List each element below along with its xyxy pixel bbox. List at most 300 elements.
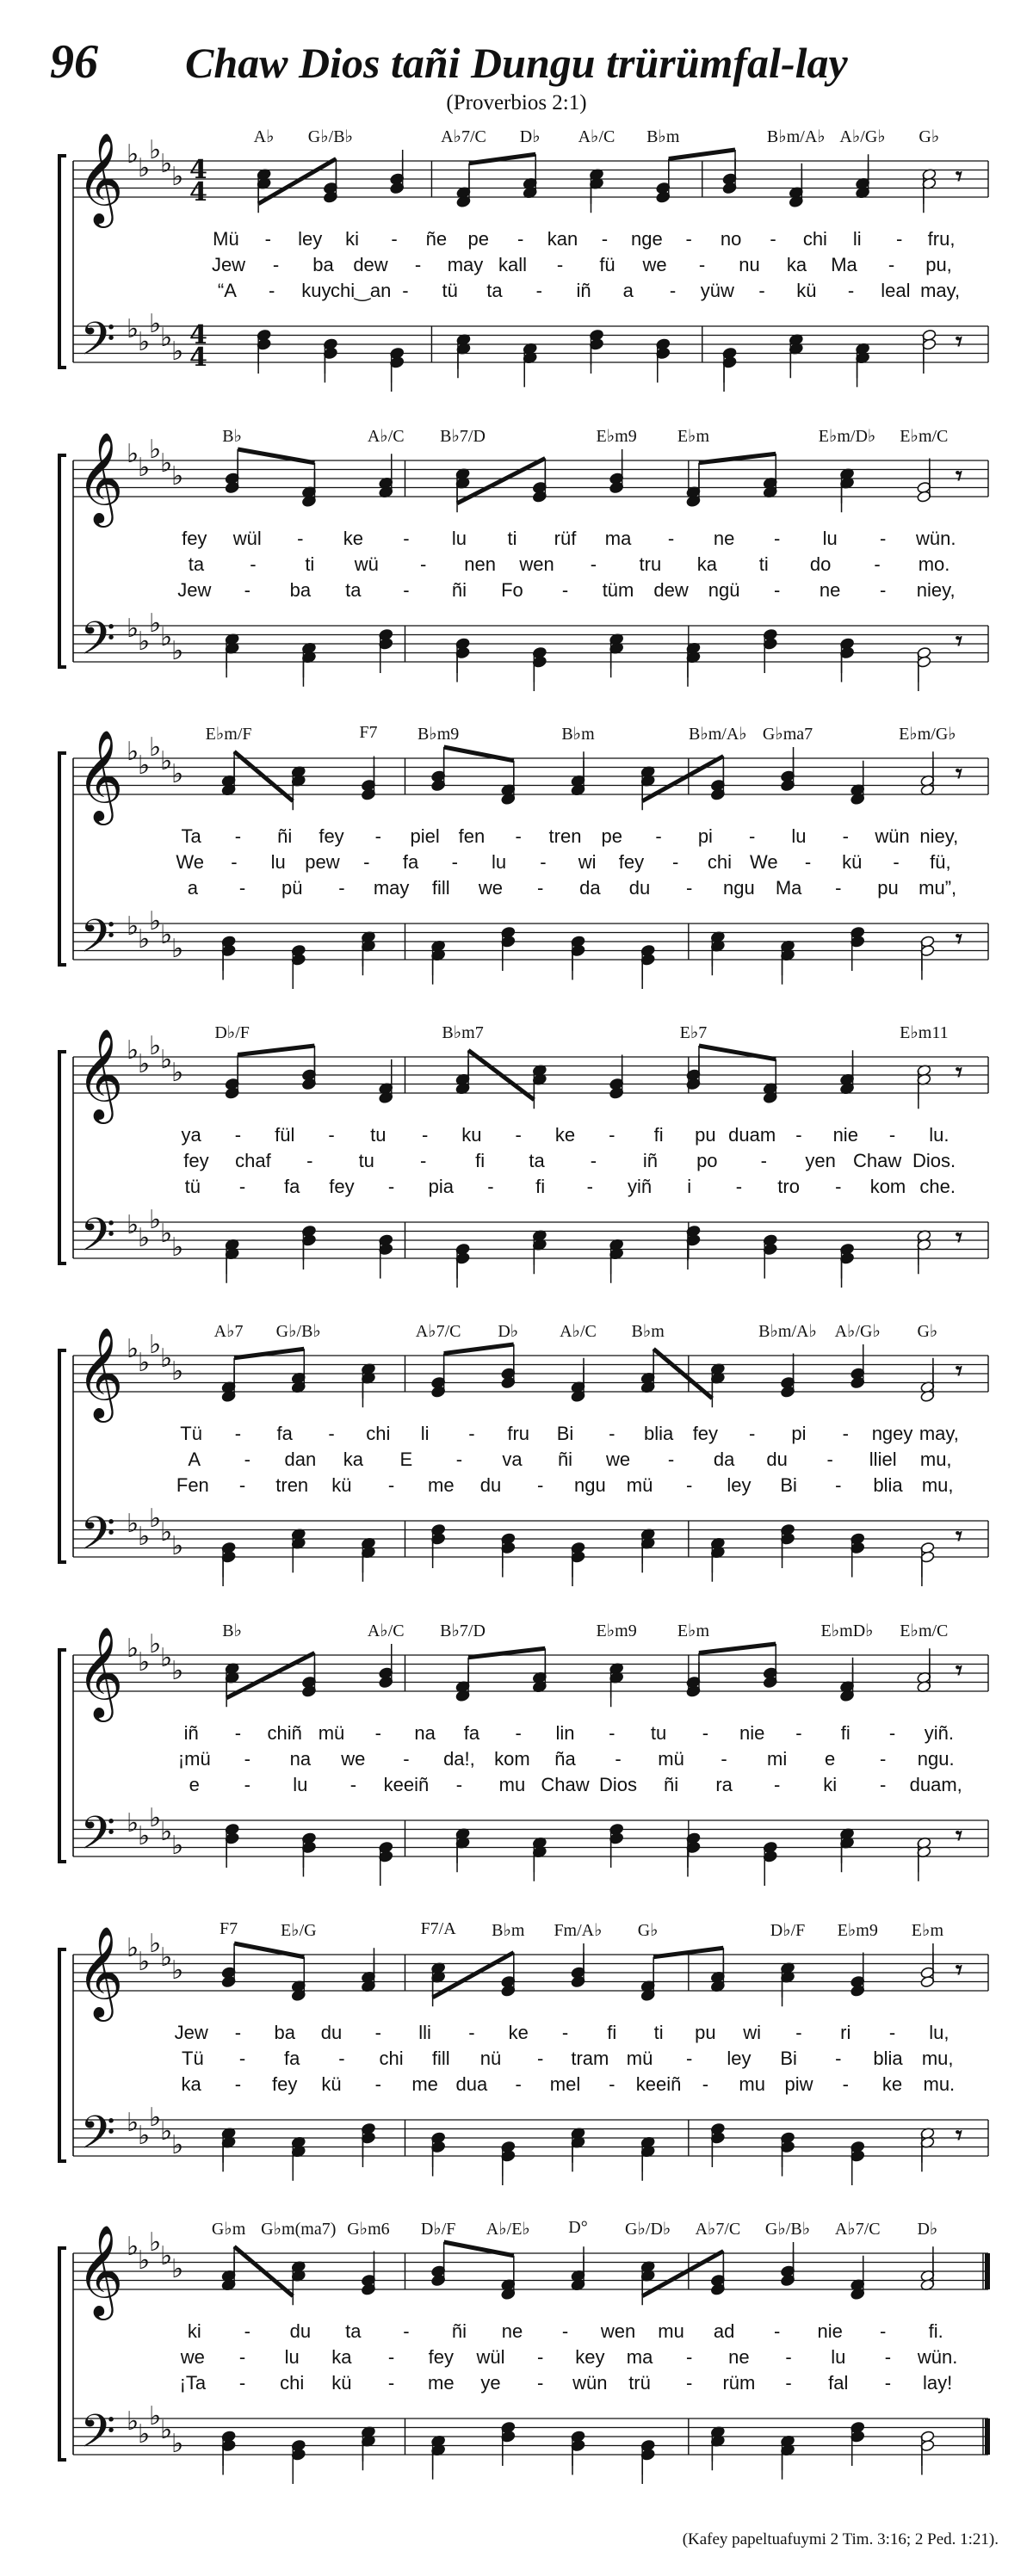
lyric-syllable: tüm xyxy=(602,579,634,601)
lyric-syllable: wü xyxy=(354,553,379,575)
lyric-syllable: - xyxy=(391,228,398,250)
lyric-syllable: ku xyxy=(461,1124,482,1146)
lyric-syllable: - xyxy=(880,2320,887,2342)
eighth-rest-icon: 𝄾 xyxy=(956,327,962,357)
chord-symbol: Fm/A♭ xyxy=(554,1921,603,1940)
flat-icon: ♭ xyxy=(171,336,184,367)
chord-symbol: E♭m9 xyxy=(837,1921,878,1940)
flat-icon: ♭ xyxy=(138,1347,151,1378)
lyric-syllable: - xyxy=(487,1176,494,1197)
lyric-syllable: iñ xyxy=(183,1722,199,1744)
lyric-syllable: Bi xyxy=(780,2048,797,2069)
treble-clef-icon: 𝄞 xyxy=(77,1925,124,2017)
bass-note xyxy=(431,2140,446,2176)
bass-note xyxy=(851,2431,865,2466)
lyric-syllable: - xyxy=(702,2073,709,2095)
flat-icon: ♭ xyxy=(138,1646,151,1677)
lyric-syllable: chiñ xyxy=(267,1722,302,1744)
lyric-syllable: ley xyxy=(298,228,323,250)
flat-icon: ♭ xyxy=(160,745,173,776)
lyric-syllable: ka xyxy=(343,1449,363,1470)
lyric-syllable: du xyxy=(289,2320,312,2342)
lyric-syllable: fi. xyxy=(928,2320,943,2342)
lyric-syllable: - xyxy=(455,1774,463,1795)
lyric-syllable: - xyxy=(515,1124,522,1146)
lyric-syllable: - xyxy=(536,1474,544,1496)
lyric-syllable: kü xyxy=(321,2073,342,2095)
lyric-syllable: - xyxy=(328,1124,335,1146)
lyric-syllable: tü xyxy=(184,1176,201,1197)
flat-icon: ♭ xyxy=(127,1807,139,1838)
lyric-syllable: ka xyxy=(181,2073,201,2095)
bass-clef-icon: 𝄢 xyxy=(80,911,116,974)
chord-symbol: A♭/G♭ xyxy=(839,127,886,146)
lyric-syllable: ley xyxy=(727,1474,752,1496)
lyric-syllable: - xyxy=(238,2346,246,2368)
lyric-syllable: - xyxy=(403,2320,410,2342)
time-signature-bottom: 4 xyxy=(189,176,207,207)
bass-note xyxy=(571,944,585,979)
bass-note xyxy=(301,1234,316,1269)
lyric-syllable: ke xyxy=(343,528,363,549)
bass-note xyxy=(640,2449,655,2484)
lyric-syllable: keeiñ xyxy=(383,1774,430,1795)
lyric-syllable: - xyxy=(895,228,903,250)
bass-note xyxy=(589,338,603,374)
lyric-syllable: - xyxy=(536,2048,544,2069)
chord-symbol: E♭7 xyxy=(679,1023,708,1042)
bass-note xyxy=(840,646,855,682)
lyric-syllable: Bi xyxy=(780,1474,797,1496)
lyric-syllable: - xyxy=(238,2372,246,2394)
lyric-syllable: lu xyxy=(831,2346,846,2368)
lyric-syllable: - xyxy=(244,579,251,601)
staff-lines xyxy=(0,2215,1033,2511)
lyric-syllable: Bi xyxy=(556,1423,574,1444)
lyric-syllable: trü xyxy=(628,2372,651,2394)
lyric-syllable: - xyxy=(842,1423,849,1444)
lyric-syllable: tren xyxy=(275,1474,309,1496)
lyric-syllable: - xyxy=(306,1150,313,1171)
flat-icon: ♭ xyxy=(160,1942,173,1973)
lyric-syllable: ti xyxy=(305,553,315,575)
flat-icon: ♭ xyxy=(149,1628,162,1659)
flat-icon: ♭ xyxy=(127,1634,139,1664)
lyric-syllable: fey xyxy=(618,851,645,873)
lyric-syllable: - xyxy=(297,528,304,549)
flat-icon: ♭ xyxy=(138,2121,151,2152)
lyric-syllable: tram xyxy=(571,2048,609,2069)
flat-icon: ♭ xyxy=(171,759,184,790)
lyric-syllable: - xyxy=(244,1449,251,1470)
flat-icon: ♭ xyxy=(127,1209,139,1240)
lyric-syllable: - xyxy=(387,1474,395,1496)
lyric-syllable: ki xyxy=(345,228,360,250)
lyric-syllable: me xyxy=(411,2073,438,2095)
lyric-syllable: pia xyxy=(428,1176,454,1197)
bass-note xyxy=(763,638,777,673)
flat-icon: ♭ xyxy=(171,1232,184,1263)
lyric-syllable: nie xyxy=(817,2320,843,2342)
bass-note xyxy=(501,2150,516,2185)
lyric-syllable: ñi xyxy=(664,1774,679,1795)
hymn-number: 96 xyxy=(50,35,98,89)
bass-note xyxy=(225,642,239,677)
lyric-syllable: - xyxy=(338,877,345,899)
lyric-syllable: fa xyxy=(276,1423,293,1444)
chord-symbol: B♭ xyxy=(222,427,243,446)
lyric-syllable: ngey xyxy=(871,1423,913,1444)
flat-icon: ♭ xyxy=(171,1058,184,1089)
flat-icon: ♭ xyxy=(160,1642,173,1673)
lyric-syllable: mu, xyxy=(921,2048,954,2069)
lyric-syllable: wül xyxy=(232,528,262,549)
treble-note xyxy=(257,177,271,213)
lyric-syllable: ya xyxy=(181,1124,201,1146)
lyric-syllable: ñi xyxy=(277,825,293,847)
lyric-syllable: wen xyxy=(519,553,554,575)
lyric-syllable: ka xyxy=(696,553,717,575)
treble-clef-icon: 𝄞 xyxy=(77,1626,124,1718)
flat-icon: ♭ xyxy=(171,2254,184,2285)
chord-symbol: B♭m xyxy=(631,1322,665,1341)
flat-icon: ♭ xyxy=(138,452,151,483)
lyric-syllable: ba xyxy=(274,2022,295,2043)
chord-symbol: D° xyxy=(568,2218,588,2237)
lyric-syllable: lu xyxy=(284,2346,300,2368)
lyric-syllable: ta xyxy=(345,579,362,601)
lyric-syllable: lu xyxy=(451,528,467,549)
lyric-syllable: - xyxy=(231,851,238,873)
bass-note xyxy=(851,1541,865,1577)
time-signature xyxy=(189,320,207,373)
bass-note xyxy=(225,1247,239,1282)
chord-symbol: G♭/B♭ xyxy=(307,127,354,146)
lyric-syllable: Jew xyxy=(177,579,212,601)
lyric-syllable: wül xyxy=(476,2346,505,2368)
lyric-syllable: ma xyxy=(626,2346,653,2368)
flat-icon: ♭ xyxy=(160,148,173,179)
lyric-syllable: lu xyxy=(492,851,507,873)
chord-symbol: A♭7/C xyxy=(415,1322,461,1341)
lyric-syllable: - xyxy=(795,1722,802,1744)
lyric-syllable: pu, xyxy=(925,254,952,275)
bass-note xyxy=(571,2136,585,2171)
lyric-syllable: fa xyxy=(284,2048,300,2069)
flat-icon: ♭ xyxy=(127,1508,139,1539)
music-system xyxy=(0,2215,1033,2511)
lyric-syllable: fill xyxy=(431,2048,450,2069)
lyric-syllable: - xyxy=(686,2048,693,2069)
treble-note xyxy=(431,1971,446,2006)
lyric-syllable: - xyxy=(884,2372,892,2394)
lyric-syllable: chaf xyxy=(235,1150,271,1171)
flat-icon: ♭ xyxy=(171,635,184,666)
lyric-syllable: - xyxy=(804,851,812,873)
scripture-reference: (Proverbios 2:1) xyxy=(446,91,587,114)
bass-note xyxy=(523,351,537,386)
lyric-syllable: wün. xyxy=(917,2346,958,2368)
lyric-syllable: - xyxy=(244,1748,251,1770)
lyric-syllable: Chaw xyxy=(541,1774,590,1795)
bass-note xyxy=(361,2132,375,2167)
flat-icon: ♭ xyxy=(149,2227,162,2258)
bass-note xyxy=(851,2150,865,2185)
flat-icon: ♭ xyxy=(149,309,162,340)
lyric-syllable: tro xyxy=(777,1176,800,1197)
chord-symbol: E♭m9 xyxy=(596,1622,637,1640)
flat-icon: ♭ xyxy=(149,2401,162,2432)
chord-symbol: E♭m11 xyxy=(900,1023,949,1042)
lyric-syllable: pü xyxy=(281,877,303,899)
bass-note xyxy=(257,338,271,374)
lyric-syllable: kom xyxy=(869,1176,906,1197)
lyric-syllable: ba xyxy=(312,254,334,275)
chord-symbol: A♭/C xyxy=(367,427,405,446)
bass-note xyxy=(431,1533,446,1568)
flat-icon: ♭ xyxy=(160,622,173,652)
lyric-syllable: we xyxy=(180,2346,205,2368)
lyric-syllable: - xyxy=(880,528,887,549)
bass-clef-icon: 𝄢 xyxy=(80,1209,116,1273)
lyric-syllable: - xyxy=(455,1449,463,1470)
lyric-syllable: lu xyxy=(270,851,286,873)
lyric-syllable: - xyxy=(835,2048,842,2069)
eighth-rest-icon: 𝄾 xyxy=(956,759,962,789)
lyric-syllable: - xyxy=(238,1474,246,1496)
lyric-syllable: fi xyxy=(475,1150,486,1171)
eighth-rest-icon: 𝄾 xyxy=(956,924,962,954)
bass-note xyxy=(379,1243,393,1278)
lyric-syllable: ne xyxy=(819,579,841,601)
lyric-syllable: Dios xyxy=(599,1774,638,1795)
lyric-syllable: ra xyxy=(715,1774,733,1795)
chord-symbol: F7/A xyxy=(420,1919,456,1938)
lyric-syllable: blia xyxy=(643,1423,674,1444)
flat-icon: ♭ xyxy=(149,1504,162,1535)
staff-lines xyxy=(0,720,1033,1016)
lyric-syllable: rüm xyxy=(722,2372,756,2394)
flat-icon: ♭ xyxy=(149,1329,162,1360)
bass-note xyxy=(390,356,405,392)
bass-note xyxy=(840,1837,855,1872)
lyric-syllable: - xyxy=(773,1774,781,1795)
bass-note xyxy=(710,1546,725,1581)
treble-note xyxy=(589,177,603,213)
lyric-syllable: - xyxy=(374,1722,381,1744)
chord-symbol: G♭m xyxy=(211,2220,246,2239)
flat-icon: ♭ xyxy=(138,327,151,358)
lyric-syllable: ka xyxy=(786,254,807,275)
chord-symbol: E♭m xyxy=(677,427,710,446)
music-system xyxy=(0,122,1033,419)
eighth-rest-icon: 𝄾 xyxy=(956,1058,962,1088)
time-signature-top: 4 xyxy=(189,155,207,185)
lyric-syllable: dua xyxy=(455,2073,488,2095)
bass-note xyxy=(710,2132,725,2167)
lyric-syllable: - xyxy=(880,1774,887,1795)
bass-note xyxy=(361,1546,375,1581)
lyric-syllable: - xyxy=(244,1774,251,1795)
lyric-syllable: fey xyxy=(182,528,207,549)
chord-symbol: D♭/F xyxy=(420,2220,456,2239)
lyric-syllable: - xyxy=(698,254,706,275)
lyric-syllable: - xyxy=(234,2022,242,2043)
lyric-syllable: - xyxy=(374,2022,381,2043)
lyric-syllable: e xyxy=(189,1774,200,1795)
lyric-syllable: fey xyxy=(428,2346,454,2368)
bass-note xyxy=(301,1841,316,1876)
treble-note xyxy=(640,2270,655,2305)
lyric-syllable: mu xyxy=(498,1774,526,1795)
lyric-syllable: pe xyxy=(601,825,623,847)
treble-clef-icon: 𝄞 xyxy=(77,1028,124,1120)
lyric-syllable: - xyxy=(328,1423,335,1444)
lyric-syllable: ti xyxy=(507,528,517,549)
lyric-syllable: rüf xyxy=(554,528,577,549)
lyric-syllable: - xyxy=(561,579,569,601)
lyric-syllable: Chaw xyxy=(852,1150,902,1171)
flat-icon: ♭ xyxy=(127,2232,139,2262)
lyric-syllable: ñe xyxy=(425,228,448,250)
lyric-syllable: Fo xyxy=(501,579,523,601)
lyric-syllable: - xyxy=(758,280,765,301)
bass-note xyxy=(501,2431,516,2466)
bass-note xyxy=(686,651,701,686)
lyric-syllable: Jew xyxy=(211,254,246,275)
lyric-syllable: fa xyxy=(402,851,419,873)
chord-symbol: A♭/C xyxy=(560,1322,597,1341)
lyric-syllable: - xyxy=(535,280,542,301)
lyric-syllable: ñi xyxy=(557,1449,573,1470)
lyric-syllable: - xyxy=(363,851,370,873)
lyric-syllable: me xyxy=(428,1474,455,1496)
lyric-syllable: chi xyxy=(379,2048,404,2069)
lyric-syllable: i xyxy=(687,1176,692,1197)
chord-symbol: G♭ xyxy=(637,1921,659,1940)
lyric-syllable: - xyxy=(403,579,410,601)
flat-icon: ♭ xyxy=(149,732,162,763)
chord-symbol: A♭7/C xyxy=(834,2220,881,2239)
flat-icon: ♭ xyxy=(149,2103,162,2134)
flat-icon: ♭ xyxy=(171,2428,184,2459)
lyric-syllable: may xyxy=(447,254,484,275)
lyric-syllable: - xyxy=(770,228,776,250)
lyric-syllable: pi xyxy=(697,825,713,847)
flat-icon: ♭ xyxy=(171,162,184,193)
chord-symbol: B♭m7 xyxy=(442,1023,484,1042)
chord-symbol: B♭7/D xyxy=(440,427,486,446)
eighth-rest-icon: 𝄾 xyxy=(956,1223,962,1253)
lyric-syllable: - xyxy=(847,280,855,301)
lyric-syllable: mu xyxy=(739,2073,765,2095)
lyric-syllable: mü xyxy=(626,2048,653,2069)
lyric-syllable: - xyxy=(601,228,609,250)
lyric-syllable: kuy xyxy=(301,280,331,301)
lyric-syllable: - xyxy=(387,2372,395,2394)
lyric-syllable: yen xyxy=(805,1150,836,1171)
lyric-syllable: - xyxy=(272,254,280,275)
bass-note xyxy=(455,1837,470,1872)
lyric-syllable: ¡mü xyxy=(177,1748,211,1770)
lyric-syllable: - xyxy=(609,1423,615,1444)
lyric-syllable: - xyxy=(234,2073,242,2095)
lyric-syllable: fey xyxy=(272,2073,298,2095)
flat-icon: ♭ xyxy=(138,1821,151,1852)
lyric-syllable: - xyxy=(387,1176,395,1197)
lyric-syllable: fa xyxy=(284,1176,300,1197)
lyric-syllable: ta xyxy=(529,1150,545,1171)
lyric-syllable: - xyxy=(234,1124,242,1146)
chord-symbol: E♭mD♭ xyxy=(820,1622,874,1640)
flat-icon: ♭ xyxy=(171,2129,184,2160)
bass-note xyxy=(640,2145,655,2180)
lyric-syllable: - xyxy=(515,825,522,847)
lyric-syllable: - xyxy=(349,1774,357,1795)
lyric-syllable: - xyxy=(685,228,692,250)
chord-symbol: D♭ xyxy=(917,2220,938,2239)
lyric-syllable: ngü xyxy=(708,579,740,601)
eighth-rest-icon: 𝄾 xyxy=(956,1522,962,1552)
treble-clef-icon: 𝄞 xyxy=(77,1326,124,1418)
bass-note xyxy=(917,1845,931,1881)
lyric-syllable: mi xyxy=(767,1748,788,1770)
bass-clef-icon: 𝄢 xyxy=(80,313,116,377)
treble-clef-icon: 𝄞 xyxy=(77,431,124,523)
flat-icon: ♭ xyxy=(149,608,162,639)
lyric-syllable: we xyxy=(341,1748,366,1770)
lyric-syllable: tren xyxy=(548,825,582,847)
lyric-syllable: du xyxy=(320,2022,343,2043)
flat-icon: ♭ xyxy=(160,323,173,353)
lyric-syllable: - xyxy=(387,2346,395,2368)
bass-note xyxy=(431,948,446,984)
bass-note xyxy=(456,343,471,378)
lyric-syllable: fül xyxy=(275,1124,295,1146)
flat-icon: ♭ xyxy=(149,1030,162,1061)
lyric-syllable: duam, xyxy=(909,1774,962,1795)
lyric-syllable: ri xyxy=(840,2022,851,2043)
flat-icon: ♭ xyxy=(160,1044,173,1075)
flat-icon: ♭ xyxy=(160,1343,173,1374)
lyric-syllable: ti xyxy=(758,553,769,575)
lyric-syllable: tru xyxy=(639,553,662,575)
bass-note xyxy=(856,351,870,386)
lyric-syllable: ba xyxy=(289,579,312,601)
bass-note xyxy=(221,1551,236,1586)
lyric-syllable: do xyxy=(809,553,832,575)
chord-symbol: A♭ xyxy=(253,127,275,146)
chord-symbol: D♭/F xyxy=(770,1921,806,1940)
lyric-syllable: - xyxy=(826,1449,833,1470)
lyric-syllable: fey xyxy=(319,825,344,847)
lyric-syllable: - xyxy=(880,579,887,601)
chord-symbol: B♭m/A♭ xyxy=(688,725,747,744)
lyric-syllable: niey, xyxy=(916,579,956,601)
lyric-syllable: pu xyxy=(695,2022,716,2043)
chord-symbol: G♭m(ma7) xyxy=(261,2220,337,2239)
chord-symbol: G♭ xyxy=(917,1322,938,1341)
lyric-syllable: yüw xyxy=(700,280,734,301)
bass-note xyxy=(851,936,865,971)
chord-symbol: A♭7/C xyxy=(441,127,486,146)
lyric-syllable: dew xyxy=(653,579,689,601)
lyric-syllable: key xyxy=(575,2346,605,2368)
lyric-syllable: na xyxy=(289,1748,312,1770)
lyric-syllable: - xyxy=(888,2022,896,2043)
lyric-syllable: nge xyxy=(630,228,663,250)
chord-symbol: D♭/F xyxy=(214,1023,250,1042)
